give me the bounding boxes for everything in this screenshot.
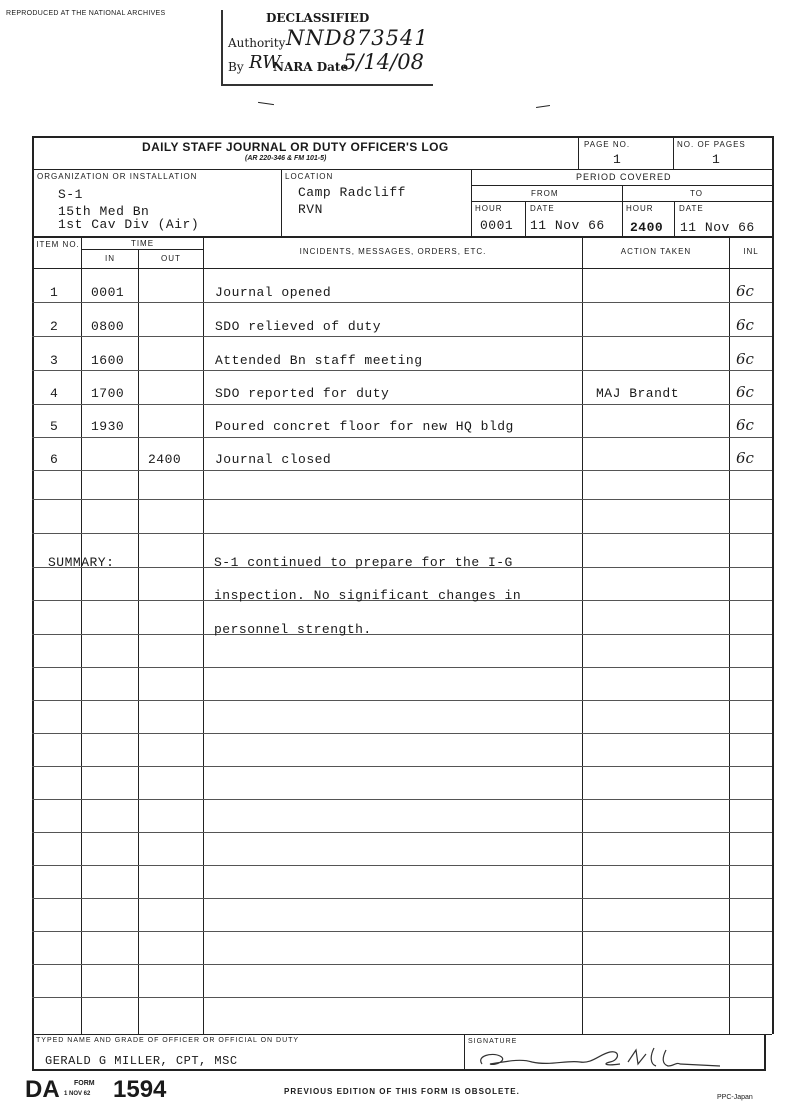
time-out-label: OUT: [161, 254, 181, 263]
period-covered-label: PERIOD COVERED: [576, 172, 672, 182]
summary-line-1: S-1 continued to prepare for the I-G: [214, 555, 513, 570]
entry-text: SDO reported for duty: [215, 386, 390, 401]
org-line-3: 1st Cav Div (Air): [58, 217, 200, 232]
item-no-label: ITEM NO.: [36, 240, 80, 249]
to-date-label: DATE: [679, 204, 704, 213]
from-date-label: DATE: [530, 204, 555, 213]
location-line-1: Camp Radcliff: [298, 185, 406, 200]
summary-line-3: personnel strength.: [214, 622, 372, 637]
from-label: FROM: [531, 189, 559, 198]
entry-initials: 6c: [736, 282, 754, 300]
archive-note: REPRODUCED AT THE NATIONAL ARCHIVES: [6, 10, 166, 17]
summary-line-2: inspection. No significant changes in: [214, 588, 522, 603]
inl-label: INL: [743, 247, 759, 256]
entry-text: Attended Bn staff meeting: [215, 353, 423, 368]
entry-initials: 6c: [736, 383, 754, 401]
form-subtitle: (AR 220-346 & FM 101-5): [245, 155, 327, 162]
entry-time-out: 2400: [148, 452, 182, 467]
printer-mark: PPC-Japan: [717, 1094, 753, 1101]
officer-name: GERALD G MILLER, CPT, MSC: [45, 1054, 238, 1068]
stamp-date-value: 5/14/08: [343, 50, 424, 74]
stamp-authority-label: Authority: [228, 36, 286, 50]
time-label: TIME: [130, 239, 155, 248]
to-label: TO: [690, 189, 703, 198]
entry-text: Poured concret floor for new HQ bldg: [215, 419, 514, 434]
entry-time-in: 1600: [91, 353, 125, 368]
entry-time-in: 0800: [91, 319, 125, 334]
stamp-authority-value: NND873541: [286, 26, 429, 50]
location-line-2: RVN: [298, 202, 323, 217]
entry-time-in: 0001: [91, 285, 125, 300]
entry-item-no: 5: [50, 419, 59, 434]
location-label: LOCATION: [285, 172, 334, 181]
entry-action: MAJ Brandt: [596, 386, 680, 401]
form-small-1: FORM: [74, 1080, 95, 1087]
summary-label: SUMMARY:: [48, 555, 115, 570]
entry-initials: 6c: [736, 449, 754, 467]
entry-text: Journal opened: [215, 285, 332, 300]
org-label: ORGANIZATION OR INSTALLATION: [37, 172, 198, 181]
entry-initials: 6c: [736, 350, 754, 368]
handwritten-signature: [470, 1046, 730, 1074]
page-no-value: 1: [613, 152, 622, 167]
no-pages-value: 1: [712, 152, 721, 167]
org-line-2: 15th Med Bn: [58, 204, 150, 219]
entry-item-no: 3: [50, 353, 59, 368]
to-hour-label: HOUR: [626, 204, 654, 213]
form-number: 1594: [113, 1076, 167, 1103]
form-title: DAILY STAFF JOURNAL OR DUTY OFFICER'S LOG: [142, 140, 449, 154]
action-taken-label: ACTION TAKEN: [620, 247, 692, 256]
stamp-title: DECLASSIFIED: [266, 11, 370, 25]
org-line-1: S-1: [58, 187, 83, 202]
to-date-value: 11 Nov 66: [680, 220, 755, 235]
form-small-2: 1 NOV 62: [64, 1091, 91, 1097]
stray-mark: [536, 105, 550, 108]
from-hour-label: HOUR: [475, 204, 503, 213]
to-hour-value: 2400: [630, 220, 664, 235]
signature-label: SIGNATURE: [468, 1038, 518, 1045]
previous-edition-note: PREVIOUS EDITION OF THIS FORM IS OBSOLETE.: [284, 1087, 520, 1096]
entry-initials: 6c: [736, 316, 754, 334]
stray-mark: [258, 102, 274, 105]
entry-time-in: 1700: [91, 386, 125, 401]
entry-item-no: 4: [50, 386, 59, 401]
entry-item-no: 6: [50, 452, 59, 467]
stamp-by-label: By: [228, 60, 244, 74]
stamp-nara-date-label: NARA Date: [273, 60, 349, 74]
no-pages-label: NO. OF PAGES: [677, 140, 746, 149]
officer-label: TYPED NAME AND GRADE OF OFFICER OR OFFICIAL ON DUTY: [36, 1037, 300, 1044]
entry-item-no: 1: [50, 285, 59, 300]
form-da: DA: [25, 1076, 60, 1103]
entry-initials: 6c: [736, 416, 754, 434]
entry-text: SDO relieved of duty: [215, 319, 382, 334]
entry-text: Journal closed: [215, 452, 332, 467]
time-in-label: IN: [105, 254, 115, 263]
from-hour-value: 0001: [480, 218, 514, 233]
stamp-by-initials: RW: [249, 52, 281, 73]
entry-item-no: 2: [50, 319, 59, 334]
page-no-label: PAGE NO.: [584, 140, 631, 149]
from-date-value: 11 Nov 66: [530, 218, 605, 233]
incidents-label: INCIDENTS, MESSAGES, ORDERS, ETC.: [299, 247, 487, 256]
entry-time-in: 1930: [91, 419, 125, 434]
